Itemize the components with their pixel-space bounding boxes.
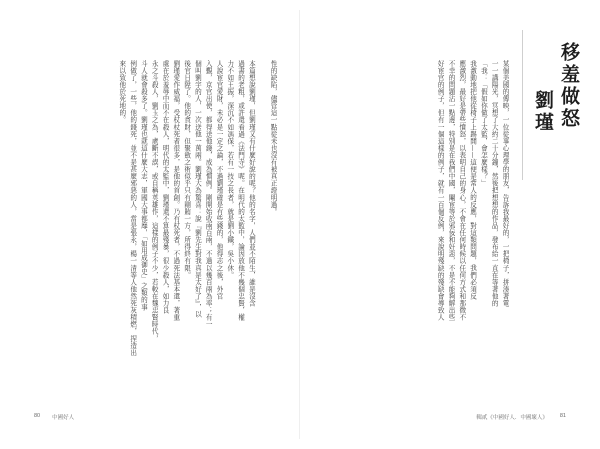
text-column: 來以致他於死地的。 <box>117 60 126 124</box>
right-page <box>300 0 600 449</box>
text-column: 本篇想說劉瑾，但劉瑾又有什麼好說的呢？他的名字，人們並不陌生，誰是沒含 <box>247 60 256 307</box>
chapter-title: 移羞做怒 <box>558 42 580 130</box>
paragraph-break <box>258 60 265 360</box>
text-column: 處在於羞辱中而不在殺人，明代的太監中，劉瑾還不算最殘暴，很少殺人，如力良 <box>161 60 170 314</box>
page-number: 80 <box>34 413 41 419</box>
text-column: 某個美國的傳映，一位從事心理學的朋友，告訴我最好的，一把椅子，拼湊著電 <box>501 60 509 307</box>
text-column: 力不如王振，深沉不如馮保，若有一技之長者，就是劉小鐵，吳小休。 <box>225 60 234 279</box>
text-column: 不幸的問題沾一點邊，特別是在我們中國，閹宦等於邪佞和奸惡，不是不能夠解出些 <box>447 60 456 321</box>
chapter-subject: 劉瑾 <box>532 90 554 134</box>
text-column: 永之斗殺人，劉玉之為，處斷不誤，或自稱英雄作，這樣的例子不少，若較在魏忠賢時代， <box>150 60 159 342</box>
running-head: 中國好人 <box>52 415 75 421</box>
text-column: 例做了，一些，他的錢死，並不是甚麼邪惡的人，當是張永，楊一清等人他然死灰積燃，捏造出 <box>128 60 137 357</box>
text-column: 性的缺陷，儘管這一點從未也沒有被真正證明過。 <box>269 60 277 216</box>
text-column: 個叫劉宇的人，一次送他一萬兩。劉瑾大為驚喜：說『劉先生對我真是太好了』，以 <box>193 60 202 318</box>
text-column: 好宦官的例子，但有一個這樣的例子，就有一百個反例，來說明殘缺的殘缺會導致人 <box>436 60 445 321</box>
chapter-heading <box>522 30 584 180</box>
text-column: 「我：「假如你做了太監，會怎麼樣？」 <box>479 60 488 187</box>
folio <box>476 413 566 421</box>
heading-rule <box>522 30 523 180</box>
folio <box>34 413 74 421</box>
left-text-block <box>34 60 276 360</box>
text-column: 過書的老粗，或許還看過《法門寺》呢。在明代的太監中，論因放他不幾個忠賢，權 <box>236 60 245 321</box>
page-number: 81 <box>559 413 566 419</box>
text-column: 入覲，京官出使，都得送他錢，成為慣例。剛開始收兩百兩，不過以幾百兩為率；有一 <box>204 60 213 328</box>
text-column: 我激動地把他從椅子上踢開——這便是常人的反應，對這類問題，我們必須反 <box>468 60 477 300</box>
text-column: 斗人就會殺多了。劉瑾也就這什麼大志，軍國大事都靡，「如用成御史」之類的事 <box>139 60 148 311</box>
text-column: 劉瑾愛作威福，受杖杖死者很多，是他的首創。乃有杖死者，不過死法基本還，著重 <box>171 60 180 321</box>
running-head: 輯貳《中國好人．中國壞人》 <box>476 415 548 421</box>
text-column: 一一講陽光，冥想了大約二十分鐘，然後把想想的作品，發布給一直在等著他的 <box>490 60 499 307</box>
text-column: 人說宦官愛財，未必是一定之論，不過劉瑾確是有些錢的，他得志之後，外官 <box>215 60 224 300</box>
text-column: 應激烈，最好是帶些憤怒，以表明自己的身心，不會在任何時候以任何方式和那微不 <box>457 60 466 321</box>
right-text-block <box>312 60 508 360</box>
text-column: 後官日陞了。他的貪財，但聚斂之術似乎只有剛賄一方，所得終有限。 <box>182 60 191 279</box>
